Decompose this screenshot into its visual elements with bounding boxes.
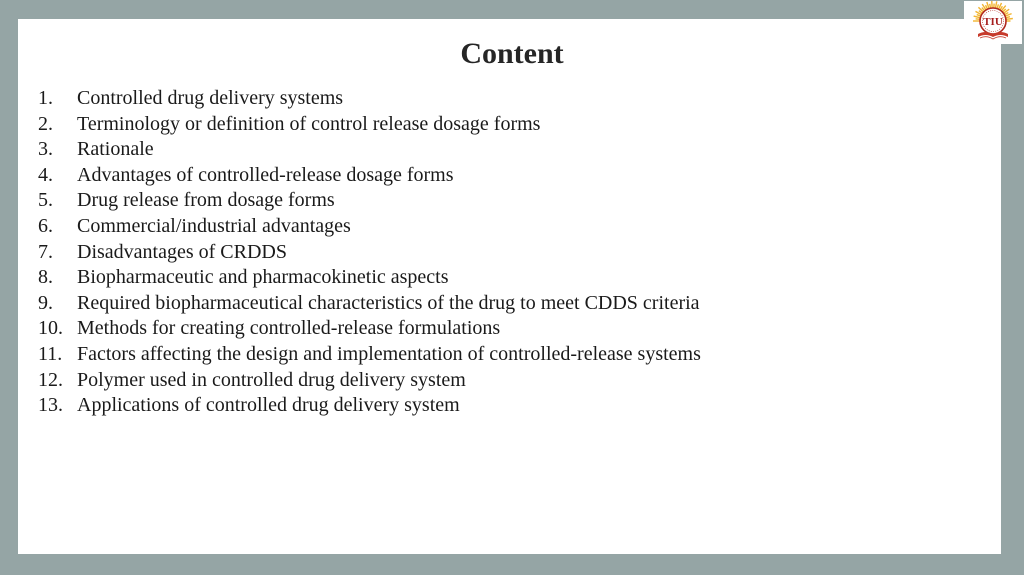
list-item — [38, 214, 701, 240]
list-item-text: Drug release from dosage forms — [77, 189, 335, 212]
list-item-number: 4. — [38, 163, 53, 186]
list-item-number: 7. — [38, 240, 53, 263]
logo-ray — [996, 1, 997, 7]
list-item — [38, 188, 701, 214]
list-item-text: Commercial/industrial advantages — [77, 214, 351, 237]
list-item — [38, 163, 701, 189]
list-item-text: Controlled drug delivery systems — [77, 87, 344, 109]
list-item — [38, 368, 701, 394]
list-item-number: 1. — [38, 87, 53, 109]
list-item-number: 5. — [38, 189, 53, 212]
list-item — [38, 316, 701, 342]
list-item-text: Advantages of controlled-release dosage forms — [77, 163, 454, 186]
list-item — [38, 86, 701, 112]
logo-ray — [977, 15, 981, 16]
list-item-text: Disadvantages of CRDDS — [77, 240, 287, 263]
list-item — [38, 393, 701, 419]
list-item-text: Factors affecting the design and implementation of controlled-release systems — [77, 342, 701, 365]
logo-ray — [997, 4, 998, 8]
list-item-number: 8. — [38, 266, 53, 289]
list-item-number: 3. — [38, 138, 53, 161]
university-logo — [964, 1, 1022, 44]
slide-title: Content — [460, 37, 564, 70]
tiu-logo-icon — [964, 1, 1022, 44]
logo-ray — [1006, 18, 1012, 19]
list-item-text: Biopharmaceutic and pharmacokinetic aspects — [77, 266, 449, 289]
list-item — [38, 291, 701, 317]
list-item-number: 10. — [38, 317, 63, 340]
list-item — [38, 265, 701, 291]
logo-text: TIU — [983, 16, 1003, 28]
list-item — [38, 137, 701, 163]
list-item-number: 6. — [38, 214, 53, 237]
list-item-text: Terminology or definition of control release dosage forms — [77, 112, 541, 135]
list-item-number: 9. — [38, 291, 53, 314]
list-item-number: 11. — [38, 342, 63, 365]
list-item-text: Required biopharmaceutical characteristics of the drug to meet CDDS criteria — [77, 291, 700, 314]
list-item-number: 12. — [38, 368, 63, 391]
list-item — [38, 112, 701, 138]
list-item-text: Methods for creating controlled-release formulations — [77, 317, 501, 340]
logo-ray — [976, 19, 980, 20]
list-item — [38, 240, 701, 266]
logo-ray — [1006, 17, 1010, 18]
list-item-text: Polymer used in controlled drug delivery system — [77, 368, 466, 391]
logo-ray — [986, 5, 988, 9]
list-item-number: 2. — [38, 112, 53, 135]
content-list — [38, 86, 701, 419]
list-item-text: Rationale — [77, 138, 154, 161]
list-item — [38, 342, 701, 368]
logo-book-base — [980, 37, 1006, 39]
logo-ray — [990, 4, 991, 8]
list-item-text: Applications of controlled drug delivery system — [77, 394, 460, 417]
logo-ray — [974, 16, 980, 18]
list-item-number: 13. — [38, 394, 63, 417]
